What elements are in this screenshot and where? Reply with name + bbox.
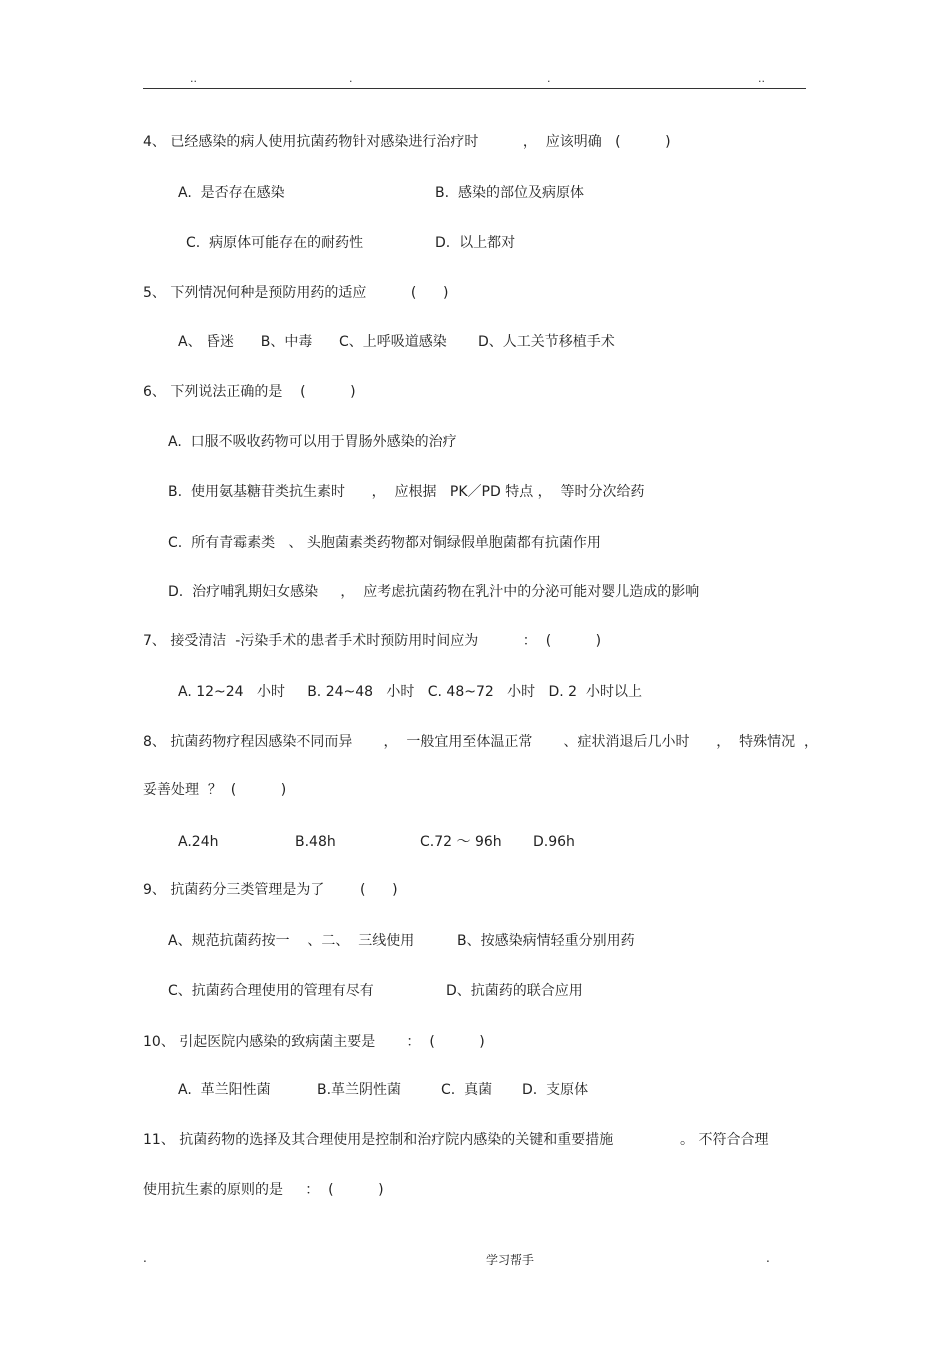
question-9-option-a: A、规范抗菌药按一 、二、 三线使用 bbox=[168, 933, 415, 949]
header-dot: .. bbox=[758, 72, 765, 85]
question-8-option-a: A.24h bbox=[178, 834, 219, 850]
question-9-stem: 9、 抗菌药分三类管理是为了 ( ) bbox=[143, 882, 398, 898]
question-8-option-d: D.96h bbox=[533, 834, 575, 850]
question-11-stem-line-1: 11、 抗菌药物的选择及其合理使用是控制和治疗院内感染的关键和重要措施 。 不符合合理 bbox=[143, 1132, 769, 1148]
header-rule bbox=[143, 88, 806, 89]
question-9-option-d: D、抗菌药的联合应用 bbox=[446, 983, 583, 999]
question-9-option-c: C、抗菌药合理使用的管理有尽有 bbox=[168, 983, 374, 999]
question-5-stem: 5、 下列情况何种是预防用药的适应 ( ) bbox=[143, 285, 449, 301]
question-5-options: A、 昏迷 B、中毒 C、上呼吸道感染 D、人工关节移植手术 bbox=[178, 334, 615, 350]
question-6-option-b: B. 使用氨基糖苷类抗生素时 ， 应根据 PK／PD 特点 ， 等时分次给药 bbox=[168, 484, 645, 500]
header-dot: .. bbox=[190, 72, 197, 85]
question-10-option-c: C. 真菌 bbox=[441, 1082, 493, 1098]
header-dot: . bbox=[349, 72, 353, 85]
question-4-option-a: A. 是否存在感染 bbox=[178, 185, 285, 201]
question-6-option-c: C. 所有青霉素类 、 头胞菌素类药物都对铜绿假单胞菌都有抗菌作用 bbox=[168, 535, 601, 551]
question-10-option-b: B.革兰阴性菌 bbox=[317, 1082, 402, 1098]
question-4-option-c: C. 病原体可能存在的耐药性 bbox=[186, 235, 364, 251]
question-7-options: A. 12~24 小时 B. 24~48 小时 C. 48~72 小时 D. 2 小时以上 bbox=[178, 684, 642, 700]
question-8-option-b: B.48h bbox=[295, 834, 336, 850]
question-8-stem-line-2: 妥善处理 ？ ( ) bbox=[143, 782, 287, 798]
question-10-option-d: D. 支原体 bbox=[522, 1082, 589, 1098]
question-6-option-a: A. 口服不吸收药物可以用于胃肠外感染的治疗 bbox=[168, 434, 457, 450]
question-4-option-d: D. 以上都对 bbox=[435, 235, 516, 251]
footer-left-dot: . bbox=[143, 1251, 147, 1265]
footer-right-dot: . bbox=[766, 1251, 770, 1265]
question-6-stem: 6、 下列说法正确的是 ( ) bbox=[143, 384, 356, 400]
question-11-stem-line-2: 使用抗生素的原则的是 ： ( ) bbox=[143, 1182, 384, 1198]
footer-caption: 学习帮手 bbox=[486, 1253, 535, 1267]
question-6-option-d: D. 治疗哺乳期妇女感染 ， 应考虑抗菌药物在乳汁中的分泌可能对婴儿造成的影响 bbox=[168, 584, 700, 600]
question-9-option-b: B、按感染病情轻重分别用药 bbox=[457, 933, 635, 949]
question-8-option-c: C.72 ～ 96h bbox=[420, 834, 502, 850]
question-10-stem: 10、 引起医院内感染的致病菌主要是 ： ( ) bbox=[143, 1034, 485, 1050]
question-4-option-b: B. 感染的部位及病原体 bbox=[435, 185, 584, 201]
question-4-stem: 4、 已经感染的病人使用抗菌药物针对感染进行治疗时 ， 应该明确 ( ) bbox=[143, 134, 671, 150]
header-dot: . bbox=[547, 72, 551, 85]
question-7-stem: 7、 接受清洁 -污染手术的患者手术时预防用时间应为 ： ( ) bbox=[143, 633, 602, 649]
question-10-option-a: A. 革兰阳性菌 bbox=[178, 1082, 271, 1098]
question-8-stem-line-1: 8、 抗菌药物疗程因感染不同而异 ， 一般宜用至体温正常 、症状消退后几小时 ， 特殊情况 ， bbox=[143, 734, 819, 750]
